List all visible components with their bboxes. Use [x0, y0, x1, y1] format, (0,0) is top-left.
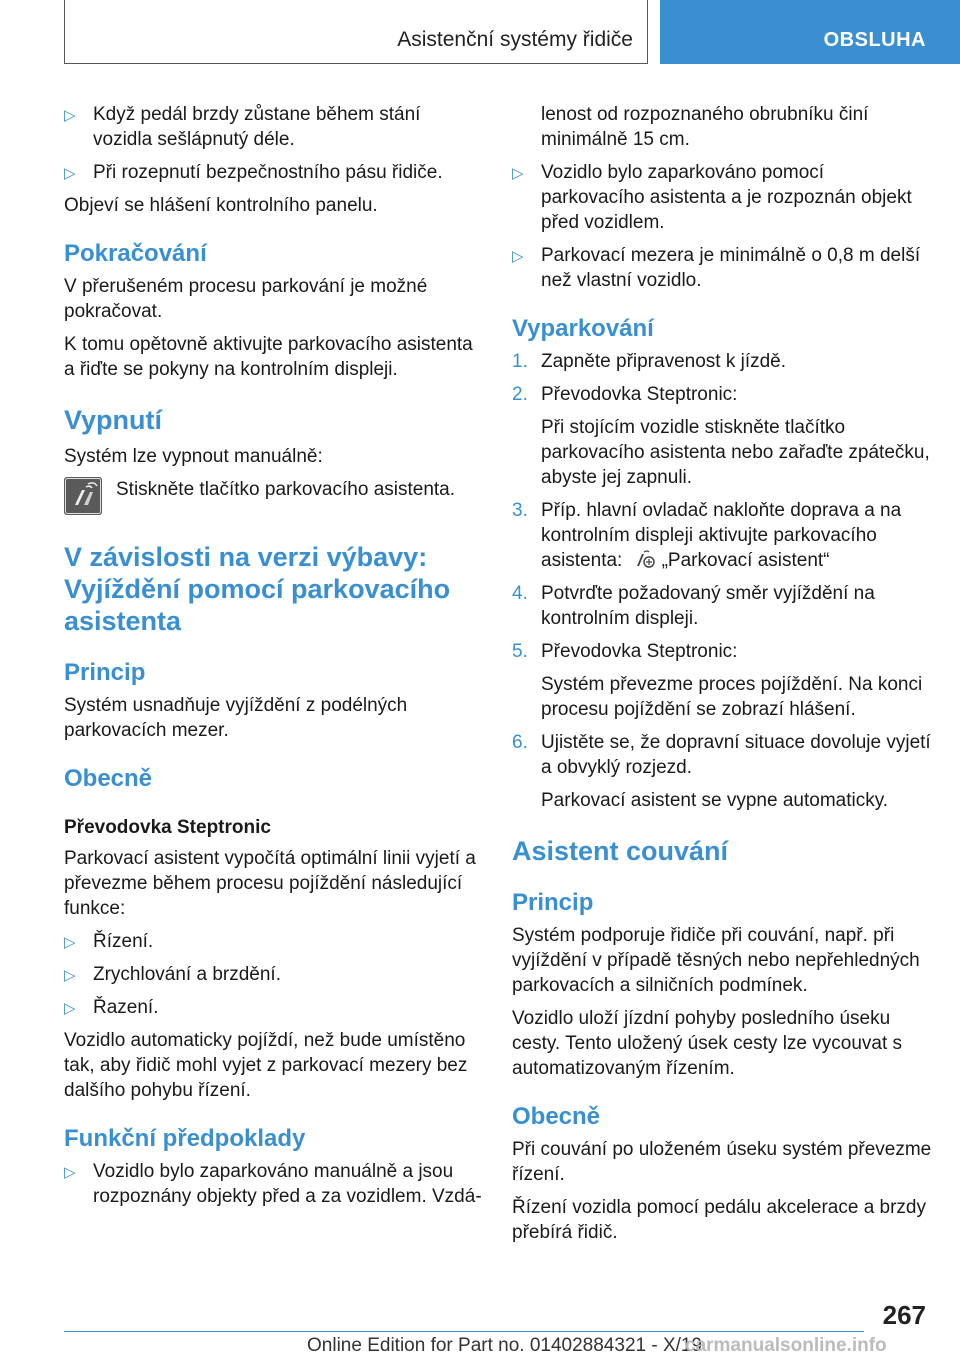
paragraph: Řízení vozidla pomocí pedálu akcelerace a brzdy přebírá řidič.	[512, 1197, 927, 1243]
parking-assistant-icon	[634, 549, 656, 569]
step-item: 1. Zapněte připravenost k jízdě.	[512, 351, 787, 372]
heading-princip: Princip	[512, 889, 594, 916]
footer-watermark: carmanualsonline.info	[685, 1335, 887, 1356]
list-item: ▷ Řazení.	[64, 995, 484, 1020]
list-item: ▷ Řízení.	[64, 929, 484, 954]
step-item: 3. Příp. hlavní ovladač nakloňte doprava a na kontrolním displeji aktivujte parkovacího asistenta: „Parkovací asistent“	[512, 500, 902, 571]
heading-obecne: Obecně	[512, 1103, 601, 1130]
triangle-bullet-icon: ▷	[64, 934, 76, 951]
heading-vyparkovani: Vyparkování	[512, 315, 654, 342]
section-title: Asistenční systémy řidiče	[397, 28, 633, 51]
paragraph: K tomu opětovně aktivujte parkovacího asistenta a řiďte se pokyny na kontrolním displeji.	[64, 334, 473, 380]
paragraph: Systém lze vypnout manuálně:	[64, 446, 323, 467]
step-item: 6. Ujistěte se, že dopravní situace dovoluje vyjetí a obvyklý rozjezd. Parkovací asistent se vypne automaticky.	[512, 732, 931, 811]
paragraph: Systém podporuje řidiče při couvání, např. při vyjíždění v případě těsných nebo nepřehledných parkovacích a silničních podmínek.	[512, 925, 920, 996]
step-item: 4. Potvrďte požadovaný směr vyjíždění na kontrolním displeji.	[512, 583, 875, 629]
triangle-bullet-icon: ▷	[64, 165, 76, 182]
triangle-bullet-icon: ▷	[64, 1164, 76, 1181]
paragraph: Vozidlo automaticky pojíždí, než bude umístěno tak, aby řidič mohl vyjet z parkovací mezery bez dalšího pohybu řízení.	[64, 1030, 468, 1101]
page-number: 267	[882, 1300, 926, 1330]
step-item: 2. Převodovka Steptronic: Při stojícím vozidle stiskněte tlačítko parkovacího asistenta nebo zařaďte zpátečku, abyste jej zapnuli.	[512, 384, 930, 488]
heading-vypnuti: Vypnutí	[64, 405, 162, 435]
paragraph: Systém usnadňuje vyjíždění z podélných parkovacích mezer.	[64, 695, 408, 741]
header-box	[64, 0, 648, 64]
main-heading: V závislosti na verzi výbavy: Vyjíždění pomocí parkovacího asistenta	[64, 542, 451, 636]
triangle-bullet-icon: ▷	[512, 165, 524, 182]
heading-obecne: Obecně	[64, 765, 153, 792]
list-item: ▷ Parkovací mezera je minimálně o 0,8 m delší než vlastní vozidlo.	[512, 245, 921, 291]
list-item: ▷ Když pedál brzdy zůstane během stání vozidla sešlápnutý déle.	[64, 104, 421, 150]
message-text: Objeví se hlášení kontrolního panelu.	[64, 195, 378, 216]
section-tab[interactable]	[660, 0, 960, 64]
heading-funkcni-predpoklady: Funkční předpoklady	[64, 1125, 306, 1152]
subheading: Převodovka Steptronic	[64, 817, 271, 838]
heading-princip: Princip	[64, 659, 146, 686]
triangle-bullet-icon: ▷	[64, 967, 76, 984]
list-item: ▷ Vozidlo bylo zaparkováno pomocí parkovacího asistenta a je rozpoznán objekt před vozidlem.	[512, 162, 912, 233]
paragraph: Vozidlo uloží jízdní pohyby posledního úseku cesty. Tento uložený úsek cesty lze vycouvat s automatizovaným řízením.	[512, 1008, 903, 1079]
parking-assistant-icon	[64, 477, 102, 515]
triangle-bullet-icon: ▷	[64, 107, 76, 124]
continued-text: lenost od rozpoznaného obrubníku činí minimálně 15 cm.	[541, 104, 869, 150]
triangle-bullet-icon: ▷	[512, 248, 524, 265]
paragraph: Parkovací asistent vypočítá optimální linii vyjetí a převezme během procesu pojíždění následující funkce:	[64, 848, 476, 919]
heading-asistent-couvani: Asistent couvání	[512, 836, 729, 866]
list-item: ▷ Při rozepnutí bezpečnostního pásu řidiče.	[64, 160, 484, 185]
paragraph: V přerušeném procesu parkování je možné pokračovat.	[64, 276, 428, 322]
footer-edition: Online Edition for Part no. 01402884321 - X/19	[307, 1335, 703, 1356]
list-item: ▷ Zrychlování a brzdění.	[64, 962, 484, 987]
heading-pokracovani: Pokračování	[64, 240, 207, 267]
paragraph: Při couvání po uloženém úseku systém převezme řízení.	[512, 1139, 932, 1185]
icon-instruction: Stiskněte tlačítko parkovacího asistenta.	[64, 477, 484, 517]
section-tab-label: OBSLUHA	[823, 29, 926, 51]
left-column	[64, 102, 484, 1217]
list-item: ▷ Vozidlo bylo zaparkováno manuálně a jsou rozpoznány objekty před a za vozidlem. Vzdá-	[64, 1161, 482, 1207]
triangle-bullet-icon: ▷	[64, 1000, 76, 1017]
footer-divider	[64, 1331, 864, 1332]
step-item: 5. Převodovka Steptronic: Systém převezme proces pojíždění. Na konci procesu pojíždění se zobrazí hlášení.	[512, 641, 923, 720]
right-column	[512, 102, 932, 1253]
